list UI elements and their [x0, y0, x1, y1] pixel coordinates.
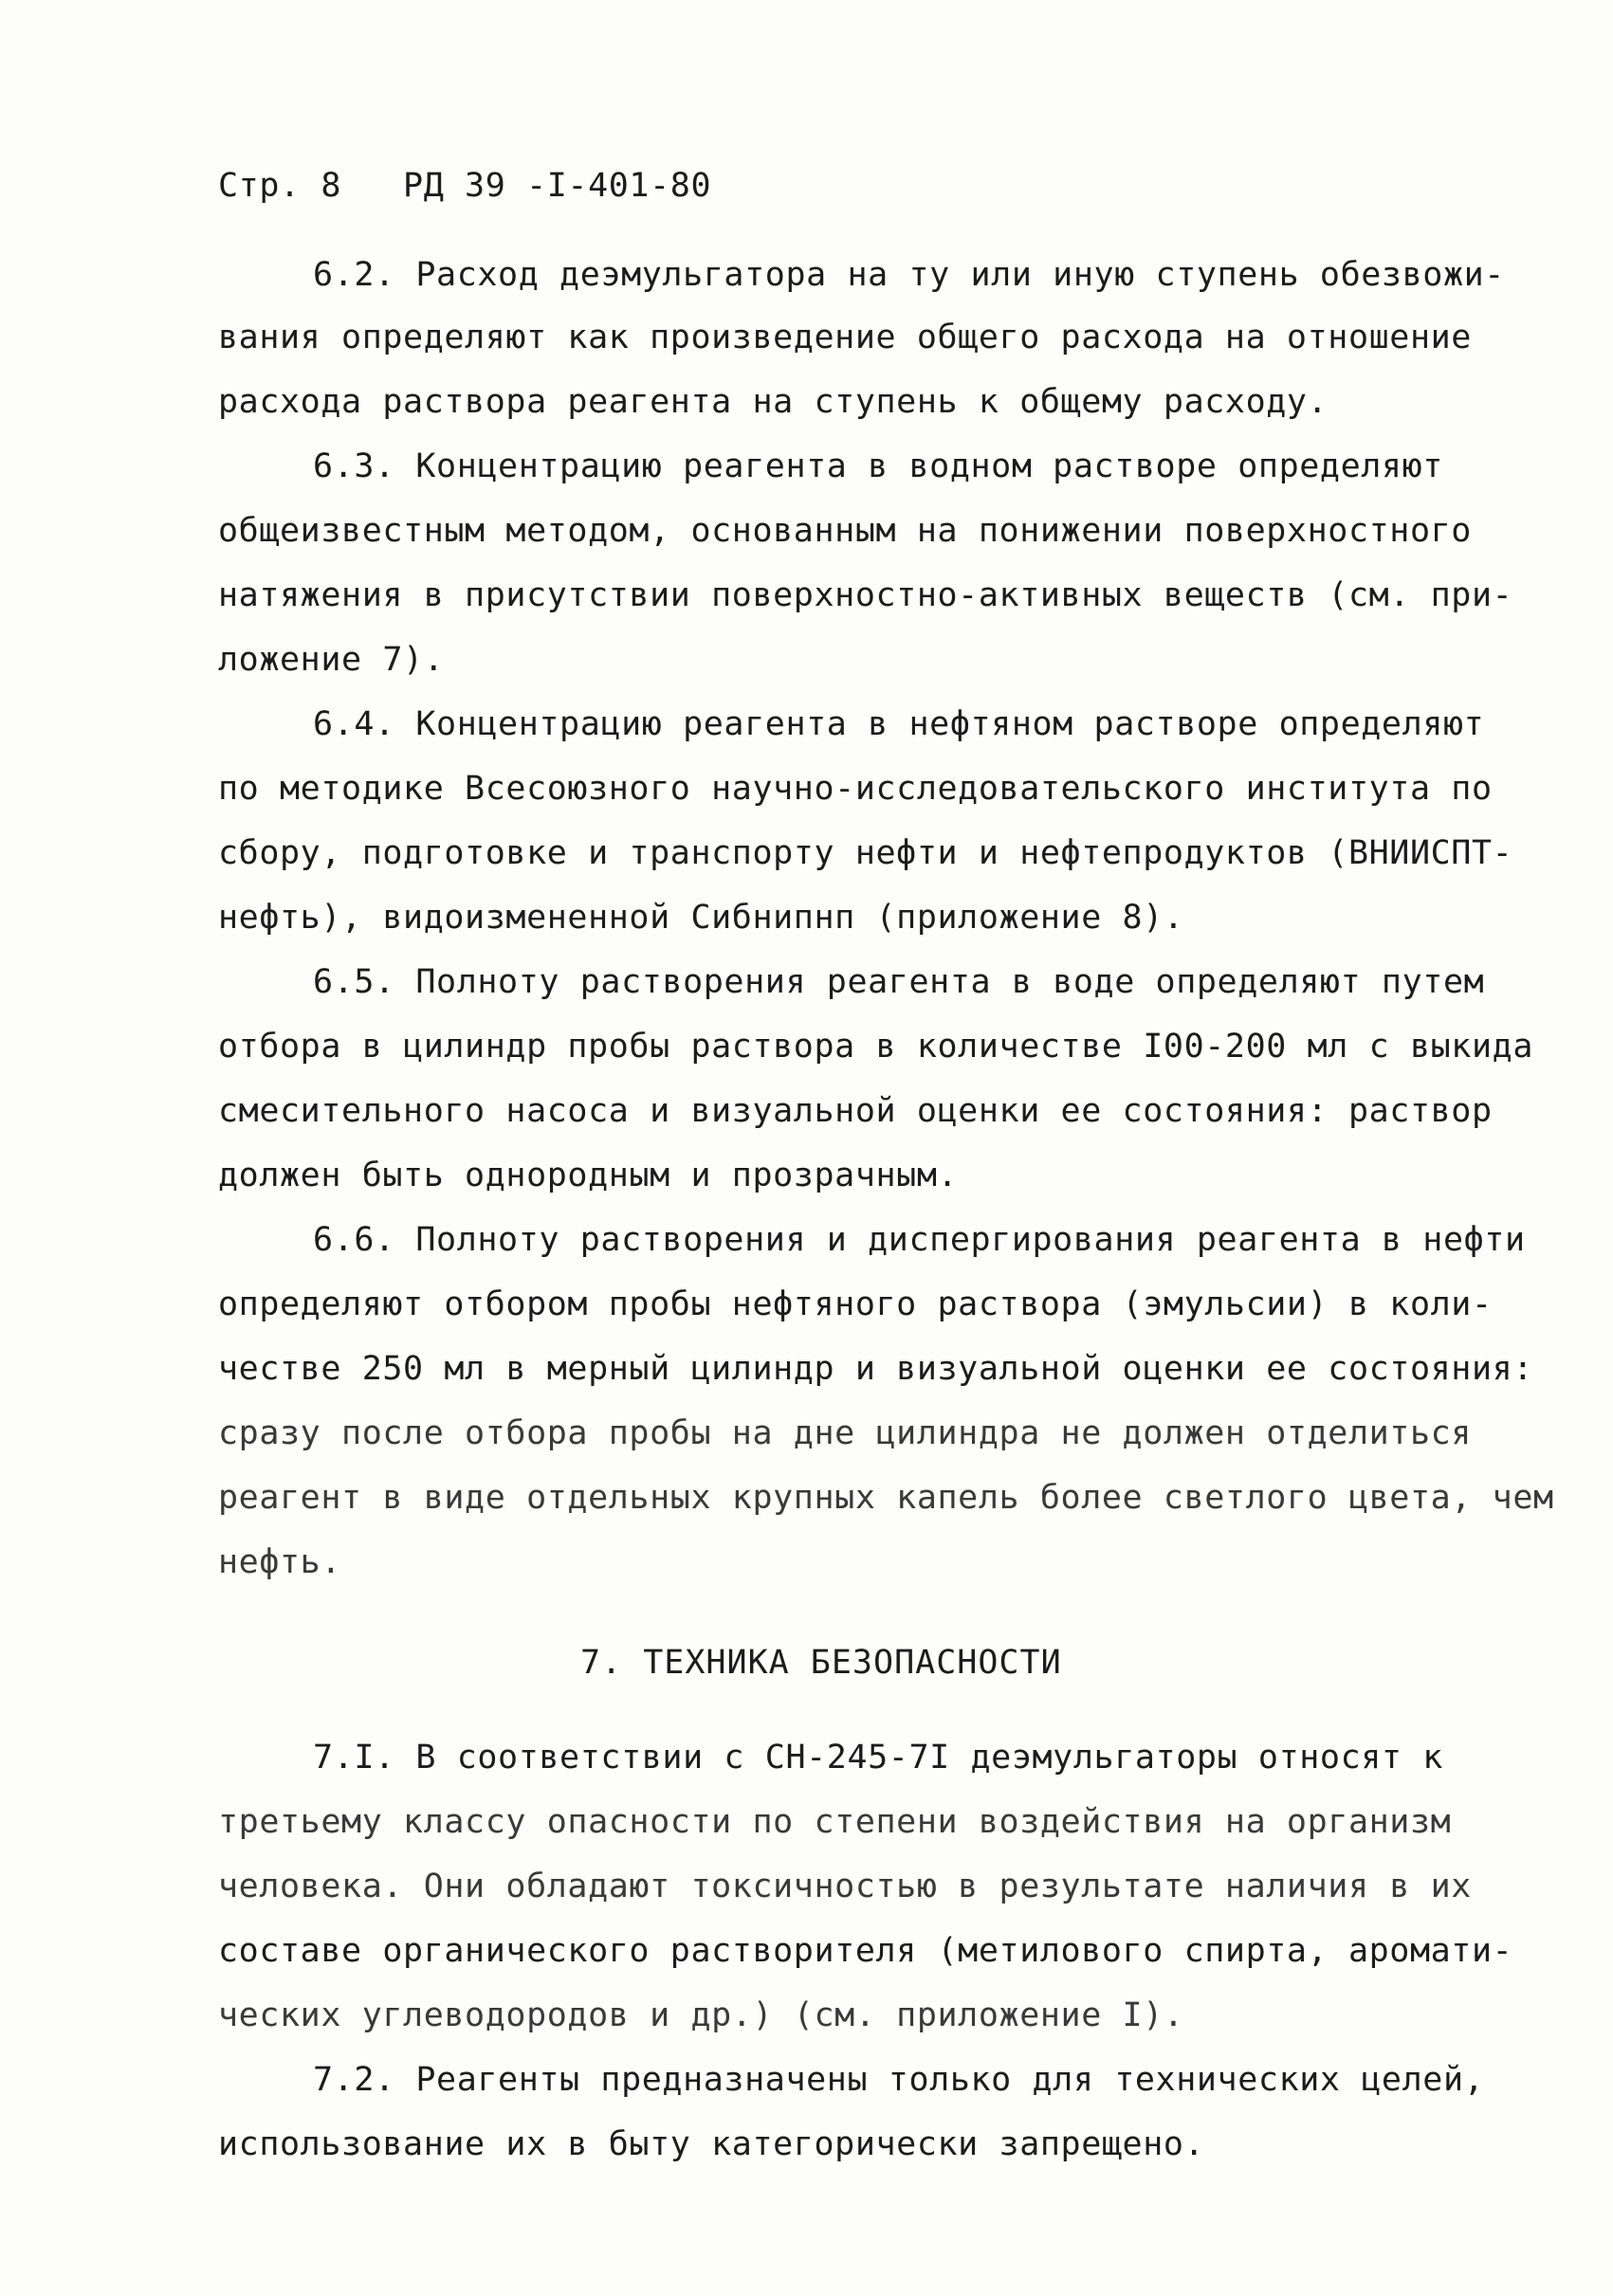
- text-line-6-6-d: сразу после отбора пробы на дне цилиндра не должен отделиться: [218, 1414, 1472, 1452]
- text-line-6-6-e: реагент в виде отдельных крупных капель более светлого цвета, чем: [218, 1479, 1554, 1517]
- text-line-6-6-f: нефть.: [218, 1543, 342, 1581]
- text-line-7-1-a: 7.I. В соответствии с СН-245-7I деэмульгаторы относят к: [313, 1739, 1443, 1777]
- text-line-7-1-e: ческих углеводородов и др.) (см. приложение I).: [218, 1996, 1184, 2034]
- text-line-7-1-d: составе органического растворителя (метилового спирта, аромати-: [218, 1932, 1513, 1970]
- text-line-6-6-c: честве 250 мл в мерный цилиндр и визуальной оценки ее состояния:: [218, 1350, 1533, 1388]
- text-line-7-2-a: 7.2. Реагенты предназначены только для технических целей,: [313, 2061, 1485, 2099]
- text-line-7-1-b: третьему классу опасности по степени воздействия на организм: [218, 1803, 1452, 1841]
- text-line-6-3-b: общеизвестным методом, основанным на понижении поверхностного: [218, 512, 1472, 550]
- text-line-6-4-b: по методике Всесоюзного научно-исследовательского института по: [218, 770, 1493, 808]
- text-line-6-3-a: 6.3. Концентрацию реагента в водном растворе определяют: [313, 447, 1443, 485]
- text-line-6-6-a: 6.6. Полноту растворения и диспергирования реагента в нефти: [313, 1221, 1526, 1259]
- section-title: 7. ТЕХНИКА БЕЗОПАСНОСТИ: [580, 1644, 1062, 1682]
- text-line-6-4-a: 6.4. Концентрацию реагента в нефтяном растворе определяют: [313, 705, 1485, 743]
- text-line-6-3-d: ложение 7).: [218, 641, 445, 679]
- page-header: Стр. 8 РД 39 -I-401-80: [218, 167, 712, 205]
- text-line-6-5-a: 6.5. Полноту растворения реагента в воде определяют путем: [313, 963, 1485, 1001]
- text-line-6-6-b: определяют отбором пробы нефтяного раствора (эмульсии) в коли-: [218, 1285, 1493, 1323]
- text-line-6-2-b: вания определяют как произведение общего расхода на отношение: [218, 319, 1472, 356]
- text-line-6-5-b: отбора в цилиндр пробы раствора в количестве I00-200 мл с выкида: [218, 1028, 1533, 1066]
- text-line-6-4-c: сбору, подготовке и транспорту нефти и нефтепродуктов (ВНИИСПТ-: [218, 834, 1513, 872]
- text-line-6-3-c: натяжения в присутствии поверхностно-активных веществ (см. при-: [218, 576, 1513, 614]
- text-line-6-5-c: смесительного насоса и визуальной оценки ее состояния: раствор: [218, 1092, 1493, 1130]
- text-line-6-5-d: должен быть однородным и прозрачным.: [218, 1157, 959, 1194]
- text-line-6-2-a: 6.2. Расход деэмульгатора на ту или иную ступень обезвожи-: [313, 256, 1505, 294]
- text-line-7-1-c: человека. Они обладают токсичностью в результате наличия в их: [218, 1868, 1472, 1905]
- text-line-7-2-b: использование их в быту категорически запрещено.: [218, 2125, 1205, 2163]
- text-line-6-2-c: расхода раствора реагента на ступень к общему расходу.: [218, 383, 1329, 421]
- text-line-6-4-d: нефть), видоизмененной Сибнипнп (приложение 8).: [218, 899, 1184, 937]
